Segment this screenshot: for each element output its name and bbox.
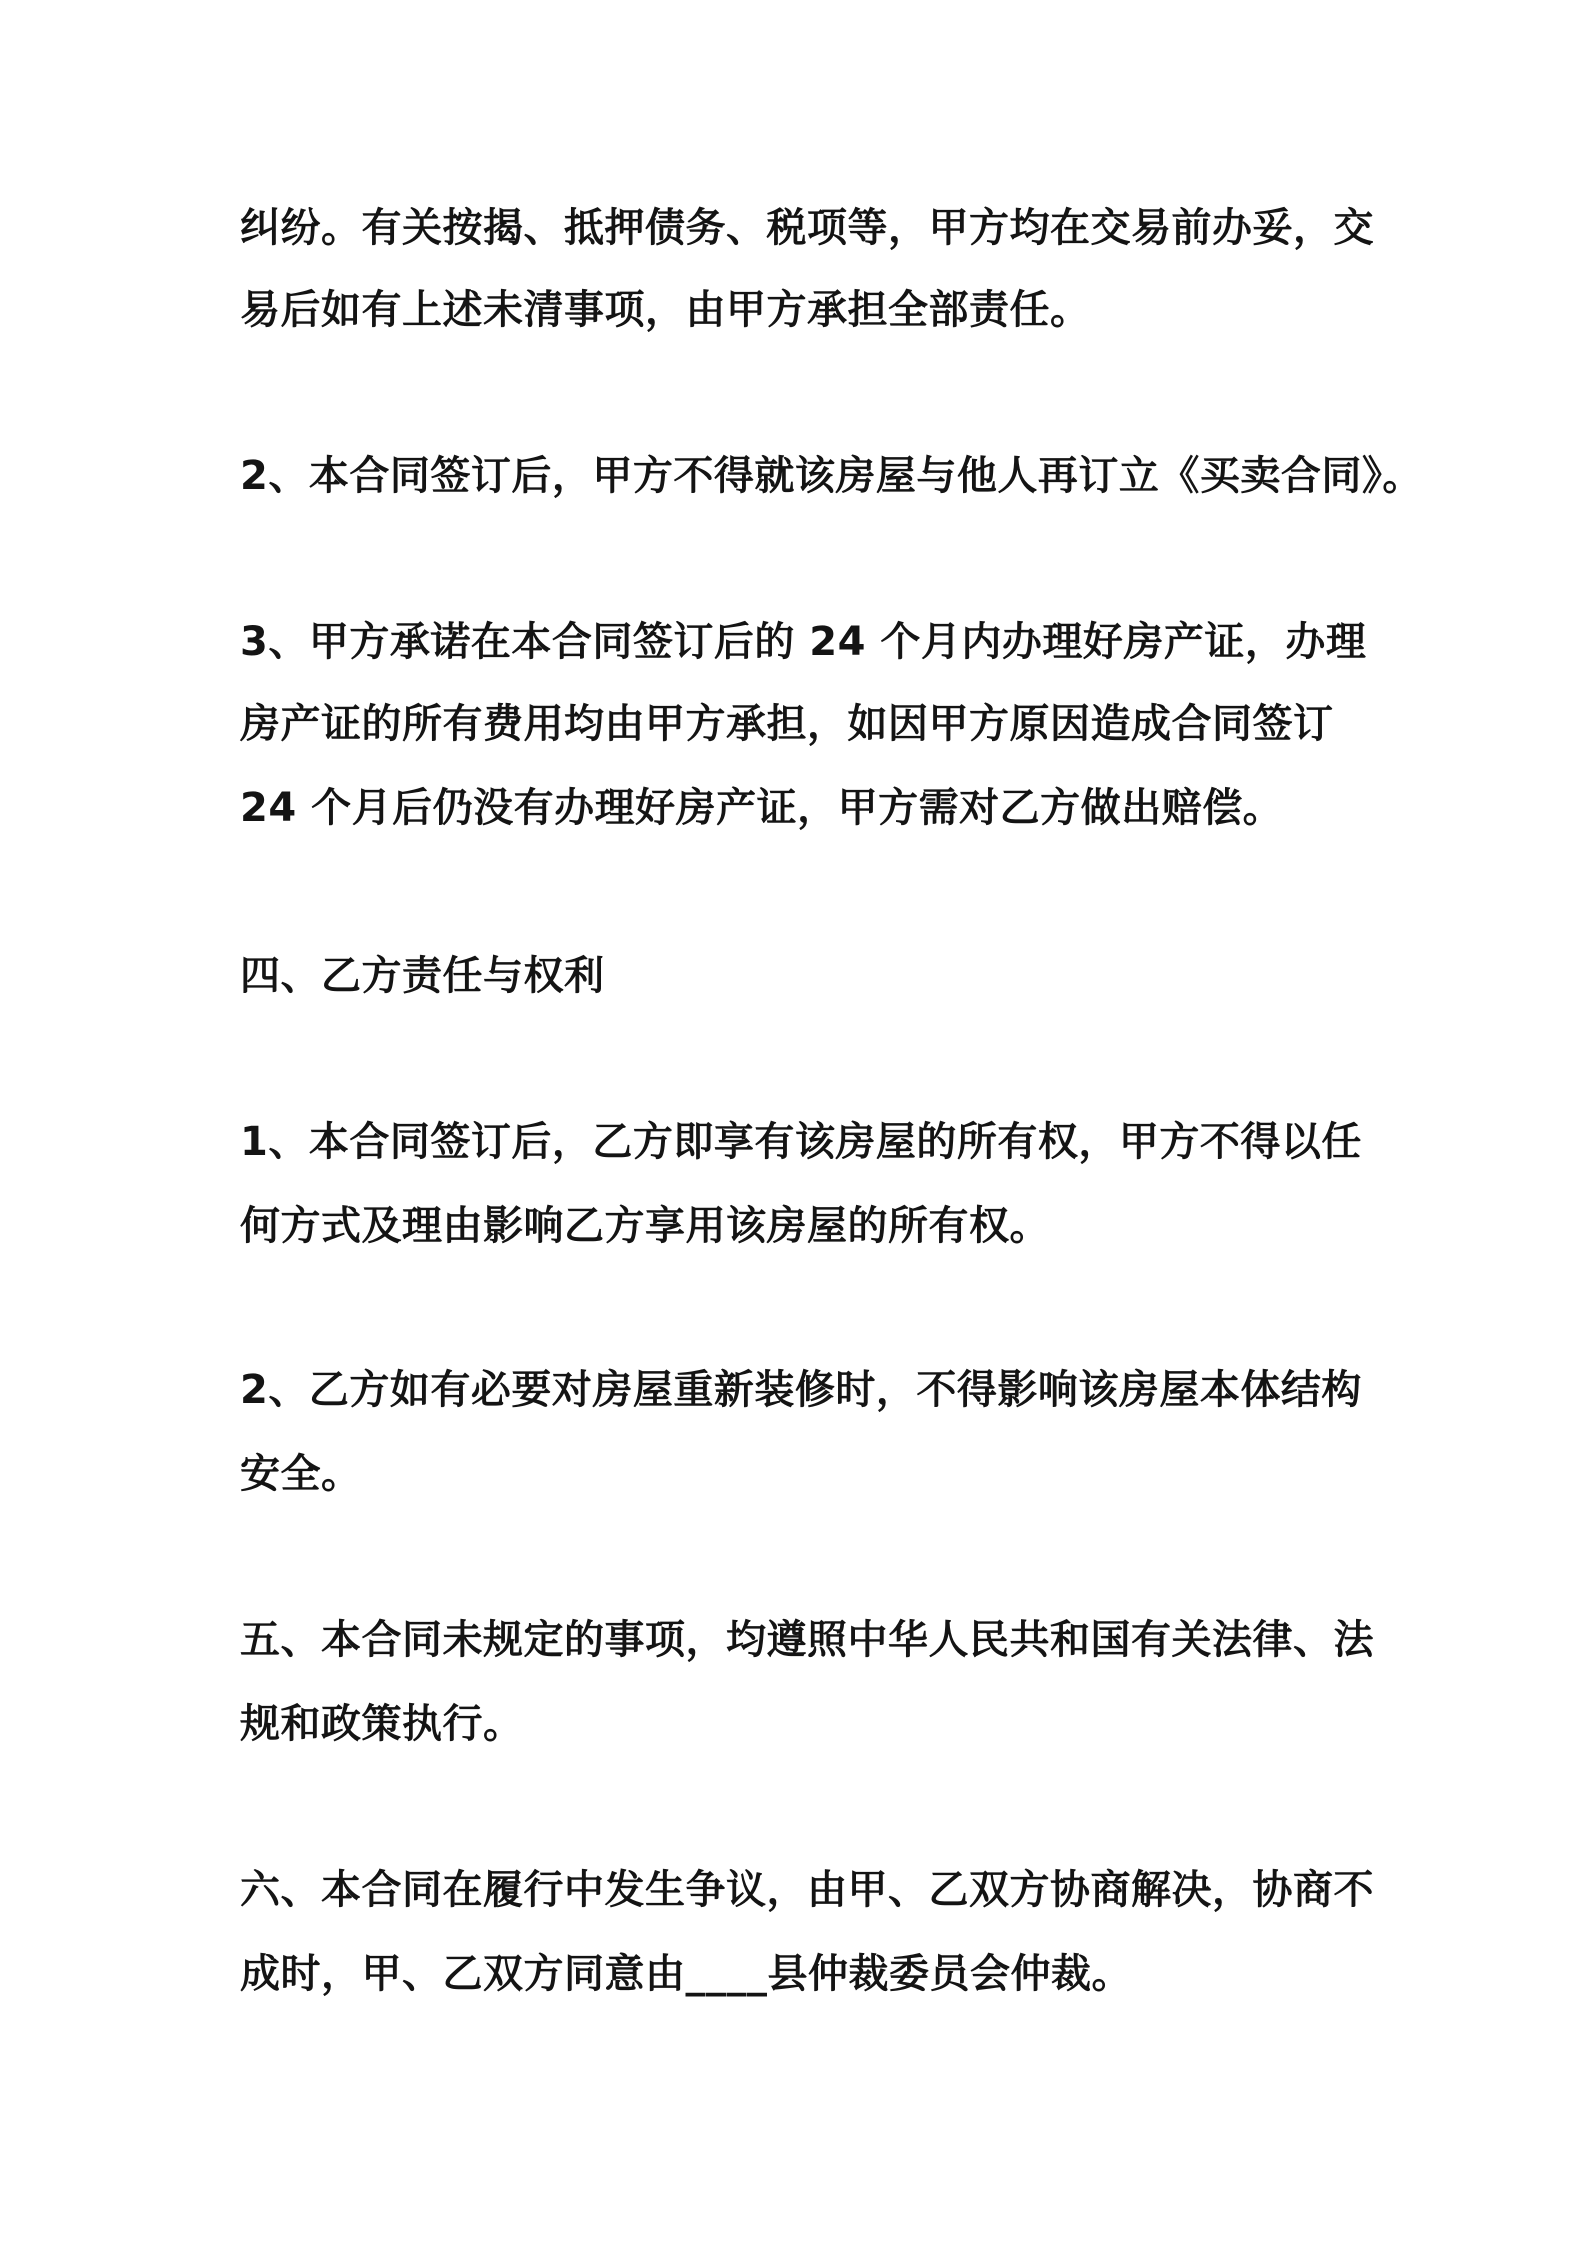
- text-line: 房产证的所有费用均由甲方承担，如因甲方原因造成合同签订: [240, 701, 1334, 747]
- text-line: 成时，甲、乙双方同意由____县仲裁委员会仲裁。: [240, 1951, 1132, 1997]
- text-line: 规和政策执行。: [240, 1701, 524, 1747]
- text-line: 24 个月后仍没有办理好房产证，甲方需对乙方做出赔偿。: [240, 785, 1284, 831]
- text-line: 1、本合同签订后，乙方即享有该房屋的所有权，甲方不得以任: [240, 1119, 1362, 1165]
- text-line: 何方式及理由影响乙方享用该房屋的所有权。: [240, 1203, 1050, 1249]
- text-line: 纠纷。有关按揭、抵押债务、税项等，甲方均在交易前办妥，交: [240, 205, 1374, 251]
- text-line: 易后如有上述未清事项，由甲方承担全部责任。: [240, 287, 1091, 333]
- text-line: 3、甲方承诺在本合同签订后的 24 个月内办理好房产证，办理: [240, 619, 1367, 665]
- text-line: 六、本合同在履行中发生争议，由甲、乙双方协商解决，协商不: [240, 1867, 1374, 1913]
- text-line: 五、本合同未规定的事项，均遵照中华人民共和国有关法律、法: [240, 1617, 1374, 1663]
- section-heading: 四、乙方责任与权利: [240, 953, 605, 999]
- text-line: 2、乙方如有必要对房屋重新装修时，不得影响该房屋本体结构: [240, 1367, 1362, 1413]
- text-line: 2、本合同签订后，甲方不得就该房屋与他人再订立《买卖合同》。: [240, 453, 1423, 499]
- text-line: 安全。: [240, 1451, 362, 1497]
